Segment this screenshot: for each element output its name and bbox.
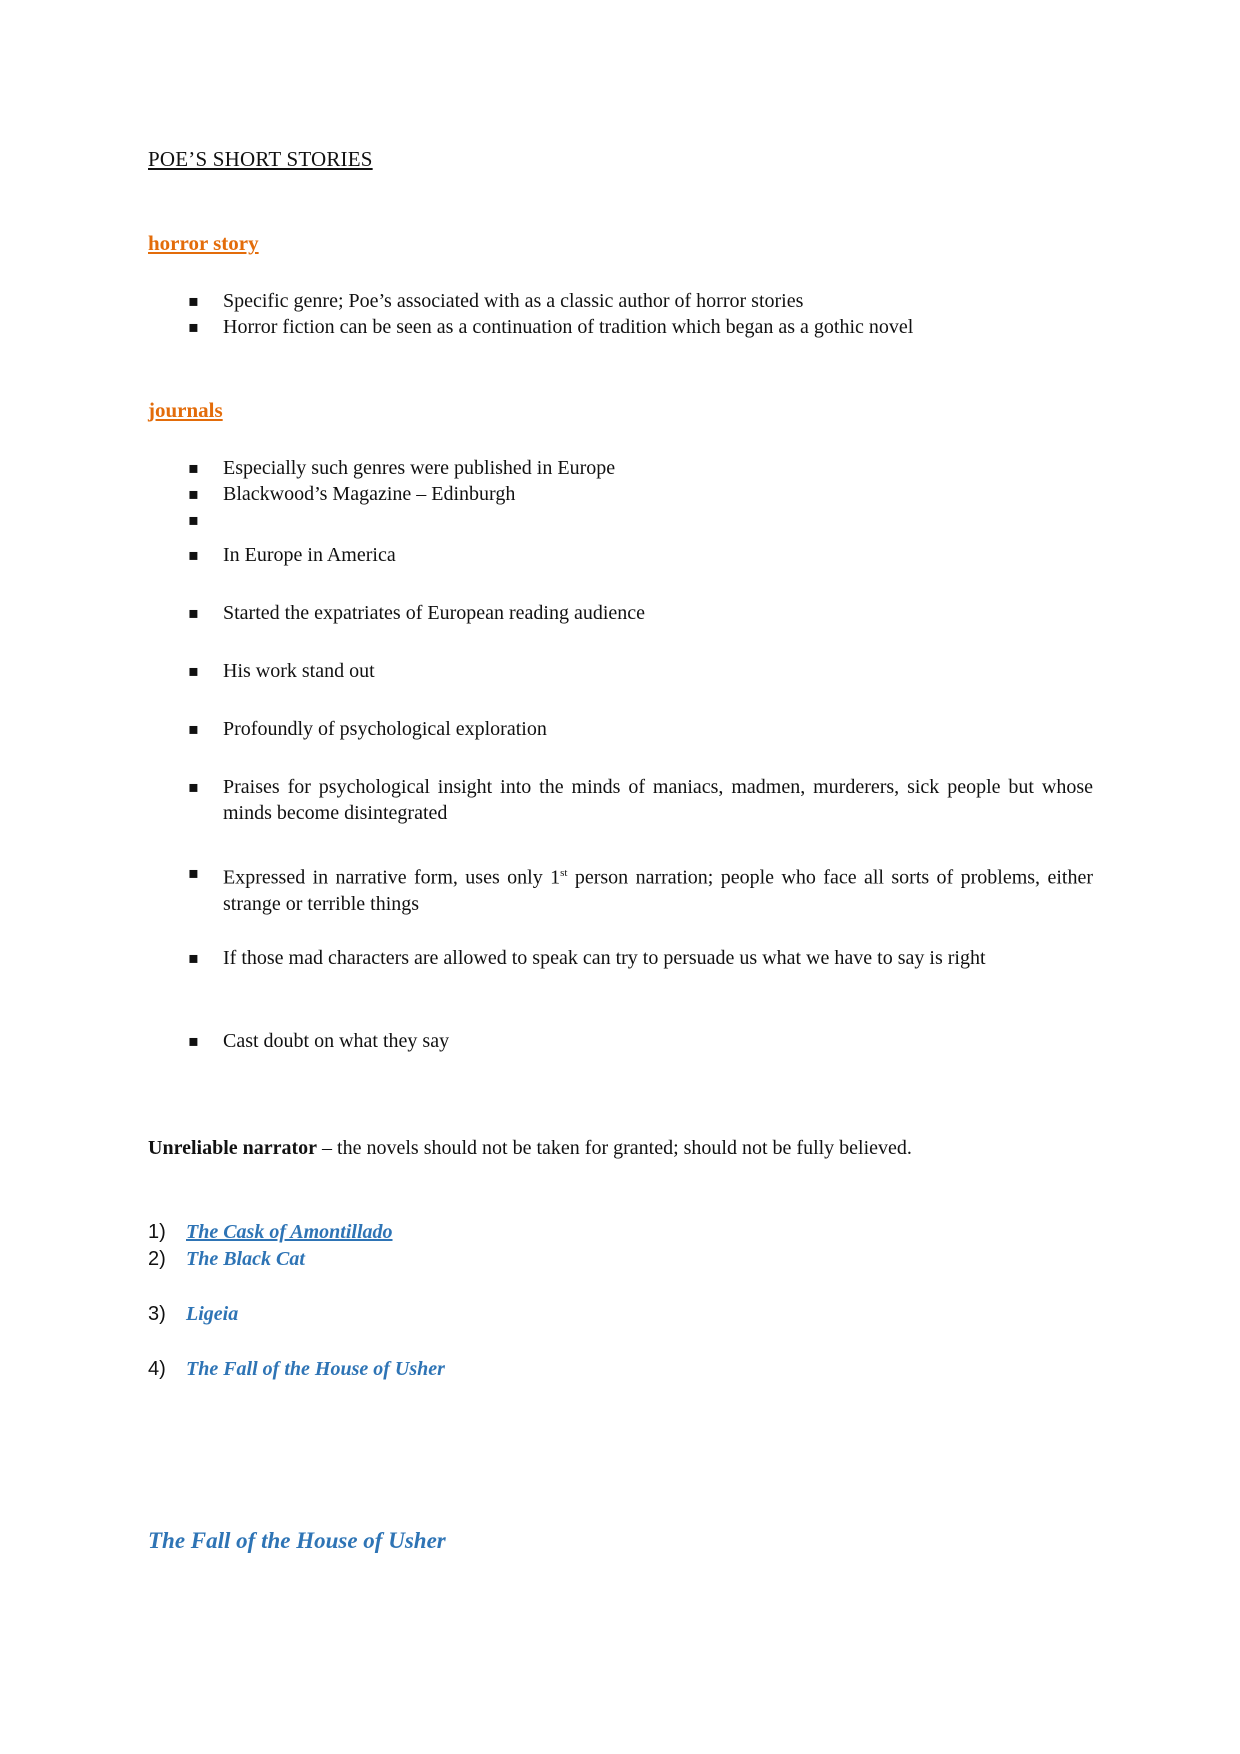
list-item	[148, 1358, 445, 1385]
list-number: 2)	[148, 1248, 166, 1270]
list-item: ▪ Praises for psychological insight into the minds of maniacs, madmen, murderers, sick people but whose minds become disintegrated	[188, 774, 1093, 826]
list-item-group	[188, 774, 1093, 826]
list-item	[188, 860, 1093, 917]
list-item	[148, 1248, 393, 1275]
section-heading-journals: journals	[148, 398, 223, 422]
unreliable-narrator-paragraph	[148, 1137, 912, 1160]
list-item-text: person narration; people who face all sorts of problems, either strange or terrible things	[223, 866, 1093, 915]
section-heading-fall-of-house-of-usher: The Fall of the House of Usher	[148, 1528, 446, 1553]
list-item: ▪ His work stand out	[188, 658, 1093, 684]
list-item-group	[188, 542, 1093, 568]
story-link-cask-of-amontillado[interactable]: The Cask of Amontillado	[186, 1221, 393, 1243]
story-list	[148, 1358, 445, 1385]
list-item: ▪ Blackwood’s Magazine – Edinburgh	[188, 481, 1093, 507]
journals-bullet-list	[188, 455, 1093, 539]
list-item: ▪ Started the expatriates of European reading audience	[188, 600, 1093, 626]
list-number: 3)	[148, 1303, 166, 1325]
list-item: ▪ Cast doubt on what they say	[188, 1028, 1093, 1054]
ordinal-suffix: st	[560, 867, 568, 879]
story-list	[148, 1221, 393, 1275]
list-number: 4)	[148, 1358, 166, 1380]
spacer	[188, 507, 1093, 539]
section-heading-horror-story: horror story	[148, 231, 259, 255]
page-title: POE’S SHORT STORIES	[148, 147, 373, 171]
horror-bullet-list	[188, 288, 1093, 340]
list-number: 1)	[148, 1221, 166, 1243]
story-title-fall-of-house-of-usher: The Fall of the House of Usher	[186, 1358, 445, 1380]
list-item: ▪ Specific genre; Poe’s associated with as a classic author of horror stories	[188, 288, 1093, 314]
list-item	[148, 1303, 238, 1330]
story-list	[148, 1303, 238, 1330]
list-item-group	[188, 600, 1093, 626]
list-item: ▪ In Europe in America	[188, 542, 1093, 568]
definition-text: – the novels should not be taken for granted; should not be fully believed.	[317, 1137, 912, 1159]
list-item: ▪ If those mad characters are allowed to speak can try to persuade us what we have to say is right	[188, 945, 1093, 971]
list-item: ▪ Especially such genres were published in Europe	[188, 455, 1093, 481]
list-item-group	[188, 1028, 1093, 1054]
list-item: ▪ Horror fiction can be seen as a continuation of tradition which began as a gothic novel	[188, 314, 1093, 340]
list-item-group	[188, 945, 1093, 971]
list-item-group	[188, 716, 1093, 742]
list-item-group	[188, 658, 1093, 684]
list-item	[148, 1221, 393, 1248]
list-item-text: Expressed in narrative form, uses only 1	[223, 866, 561, 889]
list-item-group	[188, 860, 1093, 917]
list-item: ▪ Profoundly of psychological exploration	[188, 716, 1093, 742]
story-title-black-cat: The Black Cat	[186, 1248, 305, 1270]
story-title-ligeia: Ligeia	[186, 1303, 239, 1325]
term-bold: Unreliable narrator	[148, 1137, 318, 1159]
